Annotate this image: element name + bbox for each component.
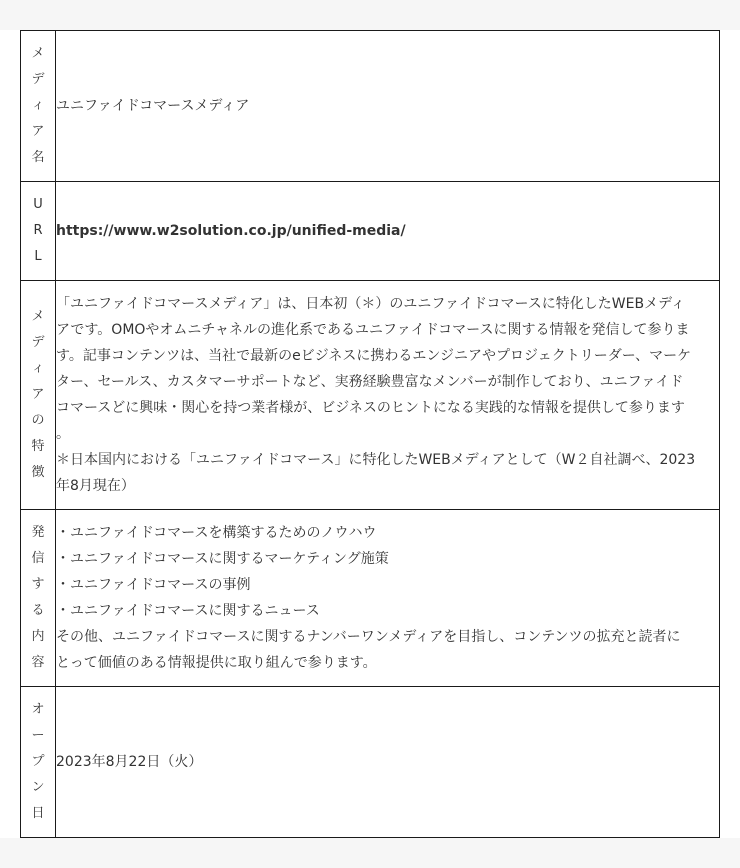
row-label-media-name bbox=[21, 31, 56, 182]
label-text: メディア名 bbox=[31, 46, 45, 165]
table-row-media-name bbox=[21, 31, 720, 182]
features-line: アです。OMOやオムニチャネルの進化系であるユニファイドコマースに関する情報を発信して参りま bbox=[56, 322, 690, 338]
features-line: 年8月現在） bbox=[56, 478, 135, 494]
table-row-url bbox=[21, 182, 720, 281]
label-text: 発信する内容 bbox=[31, 525, 45, 670]
features-line: す。記事コンテンツは、当社で最新のeビジネスに携わるエンジニアやプロジェクトリーダー、マーケ bbox=[56, 348, 692, 364]
label-text: オープン日 bbox=[31, 702, 45, 821]
row-value-content bbox=[56, 510, 720, 687]
row-value-open-date bbox=[56, 687, 720, 838]
url-link[interactable]: https://www.w2solution.co.jp/unified-media/ bbox=[56, 223, 406, 239]
label-text: メディアの特徴 bbox=[31, 309, 45, 480]
content-line: ・ユニファイドコマースを構築するためのノウハウ bbox=[56, 525, 377, 541]
row-label-features bbox=[21, 281, 56, 510]
row-value-url bbox=[56, 182, 720, 281]
media-name-text: ユニファイドコマースメディア bbox=[56, 98, 250, 114]
content-line: その他、ユニファイドコマースに関するナンバーワンメディアを目指し、コンテンツの拡充と読者に bbox=[56, 629, 681, 645]
table-row-features bbox=[21, 281, 720, 510]
content-line: ・ユニファイドコマースに関するマーケティング施策 bbox=[56, 551, 389, 567]
media-info-table bbox=[20, 30, 720, 838]
table-row-content bbox=[21, 510, 720, 687]
content-panel bbox=[0, 30, 740, 838]
row-label-open-date bbox=[21, 687, 56, 838]
features-line: コマースどに興味・関心を持つ業者様が、ビジネスのヒントになる実践的な情報を提供して参ります bbox=[56, 400, 685, 416]
content-line: ・ユニファイドコマースに関するニュース bbox=[56, 603, 320, 619]
features-line: 。 bbox=[56, 426, 70, 442]
content-line: とって価値のある情報提供に取り組んで参ります。 bbox=[56, 655, 377, 671]
features-line: 「ユニファイドコマースメディア」は、日本初（＊）のユニファイドコマースに特化したWEBメディ bbox=[56, 296, 685, 312]
features-line: ター、セールス、カスタマーサポートなど、実務経験豊富なメンバーが制作しており、ユニファイド bbox=[56, 374, 684, 390]
table-row-open-date bbox=[21, 687, 720, 838]
open-date-text: 2023年8月22日（火） bbox=[56, 754, 203, 770]
row-label-url bbox=[21, 182, 56, 281]
features-line: ＊日本国内における「ユニファイドコマース」に特化したWEBメディアとして（W２自社調べ、2023 bbox=[56, 452, 696, 468]
content-line: ・ユニファイドコマースの事例 bbox=[56, 577, 251, 593]
row-value-features bbox=[56, 281, 720, 510]
label-text: URL bbox=[33, 197, 43, 264]
row-value-media-name bbox=[56, 31, 720, 182]
row-label-content bbox=[21, 510, 56, 687]
